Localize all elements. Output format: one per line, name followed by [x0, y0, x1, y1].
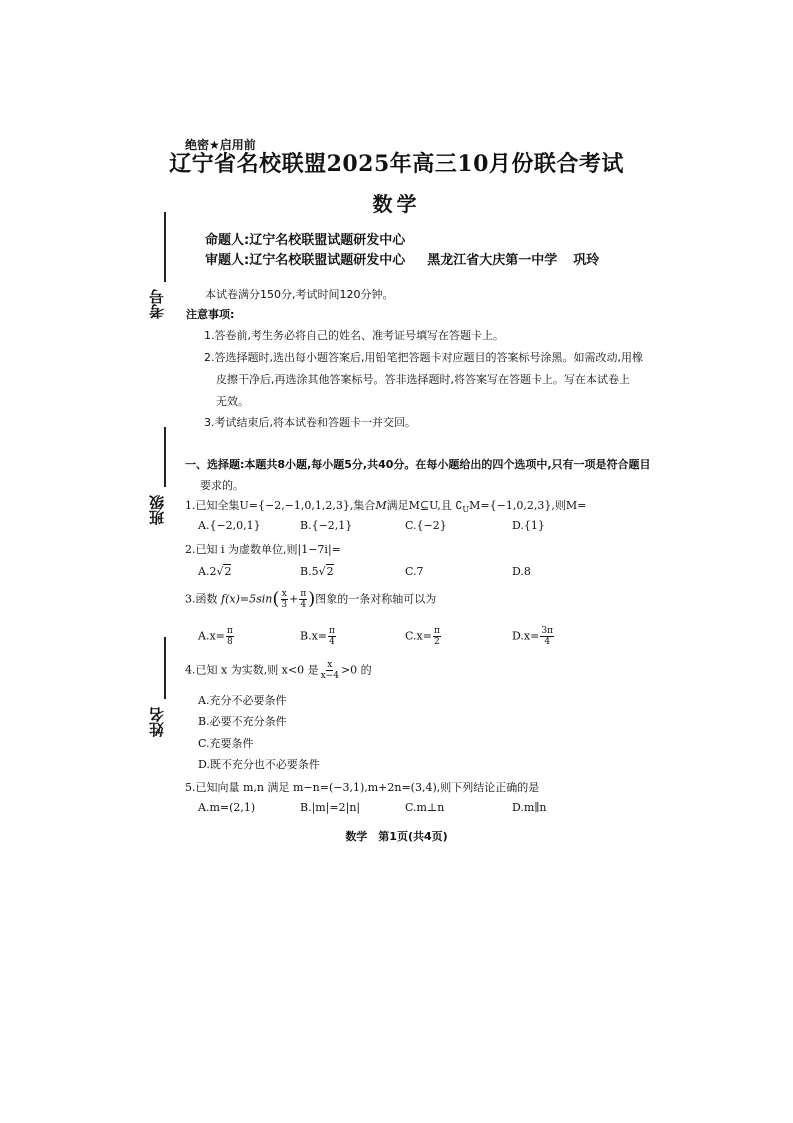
q3-stem: 3.函数 f(x)=5sin( $\frac{x}{3}$ + $\frac{\pi}{4}$ )图象的一条对称轴可以为	[185, 588, 437, 610]
q3-option-c-num: π	[433, 626, 440, 636]
q2-option-b-radicand: 2	[326, 565, 334, 578]
q3-option-a-den: 8	[226, 637, 233, 647]
reviewer-line	[205, 249, 599, 268]
q3-frac-1-den: 3	[281, 600, 288, 610]
exam-title: 辽宁省名校联盟2025年高三10月份联合考试	[169, 151, 624, 177]
note-2-line-2: 皮擦干净后,再选涂其他答案标号。答非选择题时,将答案写在答题卡上。写在本试卷上	[216, 373, 630, 386]
q2-option-c: C.7	[405, 565, 424, 578]
q4-frac-den: x−4	[320, 671, 339, 681]
q5-option-b: B.|m|=2|n|	[300, 801, 361, 814]
section-1-heading-cont: 要求的。	[200, 479, 244, 492]
q3-frac-2-den: 4	[300, 600, 307, 610]
q3-option-c-frac	[433, 626, 441, 647]
proposer-label: 命题人:	[205, 233, 250, 248]
q2-option-b-text: B.5	[300, 565, 319, 578]
q3-function: f(x)=5sin	[221, 592, 273, 606]
q5-option-a: A.m=(2,1)	[198, 801, 256, 814]
q3-option-b-den: 4	[329, 637, 335, 647]
q4-frac	[320, 660, 340, 681]
q3-stem-a: 3.函数	[185, 592, 218, 606]
q3-option-d-num: 3π	[541, 626, 554, 636]
q1-option-b: B.{−2,1}	[300, 519, 353, 532]
q4-stem-a: 4.已知 x 为实数,则 x<0 是	[185, 663, 319, 677]
q1-stem-e: M={−1,0,2,3},则	[469, 499, 566, 512]
q3-frac-2-num: π	[300, 589, 307, 599]
q3-option-b-frac	[328, 626, 336, 647]
q3-plus: +	[289, 592, 299, 606]
exam-no-line	[164, 212, 166, 282]
q3-option-a-frac	[226, 626, 234, 647]
section-1-heading: 一、选择题:本题共8小题,每小题5分,共40分。在每小题给出的四个选项中,只有一项是符合题目	[185, 458, 651, 471]
q3-option-b	[300, 626, 337, 647]
q3-frac-2	[299, 589, 307, 610]
q3-option-d-text: D.x=	[512, 629, 540, 643]
q1-stem-sub: U	[462, 505, 470, 515]
proposer-line	[205, 229, 405, 248]
q1-stem-u: U={−2,−1,0,1,2,3},集合	[239, 499, 376, 512]
q2-option-a-radicand: 2	[224, 565, 232, 578]
q1-option-c: C.{−2}	[405, 519, 447, 532]
q2-option-a: A.2√2	[198, 565, 232, 578]
q3-option-d-den: 4	[544, 637, 551, 647]
q5-stem: 5.已知向量 m,n 满足 m−n=(−3,1),m+2n=(3,4),则下列结论正确的是	[185, 781, 540, 794]
q3-frac-1	[280, 589, 288, 610]
exam-info: 本试卷满分150分,考试时间120分钟。	[205, 288, 394, 301]
q2-stem: 2.已知 i 为虚数单位,则|1−7i|=	[185, 543, 341, 556]
q3-frac-1-num: x	[281, 589, 287, 599]
reviewer-name: 巩玲	[573, 253, 600, 268]
reviewer-value: 辽宁名校联盟试题研发中心	[249, 253, 406, 268]
note-3: 3.考试结束后,将本试卷和答题卡一并交回。	[204, 416, 416, 429]
q3-option-c	[405, 626, 442, 647]
q2-option-d: D.8	[512, 565, 531, 578]
proposer-value: 辽宁名校联盟试题研发中心	[249, 233, 406, 248]
class-label: 班级	[148, 495, 166, 525]
q5-option-c: C.m⊥n	[405, 801, 445, 814]
q3-option-d-frac	[540, 626, 554, 647]
q1-stem	[185, 497, 586, 514]
q4-frac-num: x	[327, 660, 333, 670]
reviewer-school: 黑龙江省大庆第一中学	[427, 253, 558, 268]
confidential-mark: 绝密★启用前	[185, 138, 256, 152]
q4-stem	[185, 660, 372, 681]
name-line	[164, 637, 166, 699]
q1-stem-d: M⊆U,且 ∁	[408, 499, 463, 512]
note-1: 1.答卷前,考生务必将自己的姓名、准考证号填写在答题卡上。	[204, 329, 504, 342]
q4-option-c: C.充要条件	[198, 737, 254, 750]
q4-option-b: B.必要不充分条件	[198, 715, 287, 728]
q1-stem-a: 1.已知全集	[185, 499, 240, 512]
q1-option-d: D.{1}	[512, 519, 545, 532]
q4-stem-b: >0 的	[340, 663, 372, 677]
q2-option-b: B.5√2	[300, 565, 334, 578]
note-2-line-3: 无效。	[216, 395, 249, 408]
exam-no-label: 考号	[148, 289, 166, 319]
note-2-line-1: 2.答选择题时,选出每小题答案后,用铅笔把答题卡对应题目的答案标号涂黑。如需改动,用橡	[204, 351, 643, 364]
q3-option-a	[198, 626, 235, 647]
q2-option-a-text: A.2	[198, 565, 217, 578]
q4-option-a: A.充分不必要条件	[198, 694, 287, 707]
name-label: 姓名	[148, 707, 166, 737]
q5-option-d: D.m∥n	[512, 801, 547, 814]
q3-option-a-num: π	[226, 626, 233, 636]
class-line	[164, 427, 166, 487]
subject-title: 数学	[372, 192, 421, 216]
page-footer: 数学 第1页(共4页)	[345, 830, 448, 843]
q1-stem-c: 满足	[386, 499, 409, 512]
q3-option-c-den: 2	[434, 637, 440, 647]
q1-option-a: A.{−2,0,1}	[198, 519, 261, 532]
q3-option-c-text: C.x=	[405, 629, 432, 643]
q3-option-b-text: B.x=	[300, 629, 328, 643]
notes-title: 注意事项:	[186, 308, 235, 321]
q3-stem-b: 图象的一条对称轴可以为	[315, 592, 437, 606]
q1-stem-f: M=	[565, 499, 587, 512]
q4-option-d: D.既不充分也不必要条件	[198, 758, 320, 771]
reviewer-label: 审题人:	[205, 253, 250, 268]
q3-option-a-text: A.x=	[198, 629, 225, 643]
q3-option-d	[512, 626, 555, 647]
q3-option-b-num: π	[329, 626, 335, 636]
q1-stem-m: M	[375, 499, 387, 512]
